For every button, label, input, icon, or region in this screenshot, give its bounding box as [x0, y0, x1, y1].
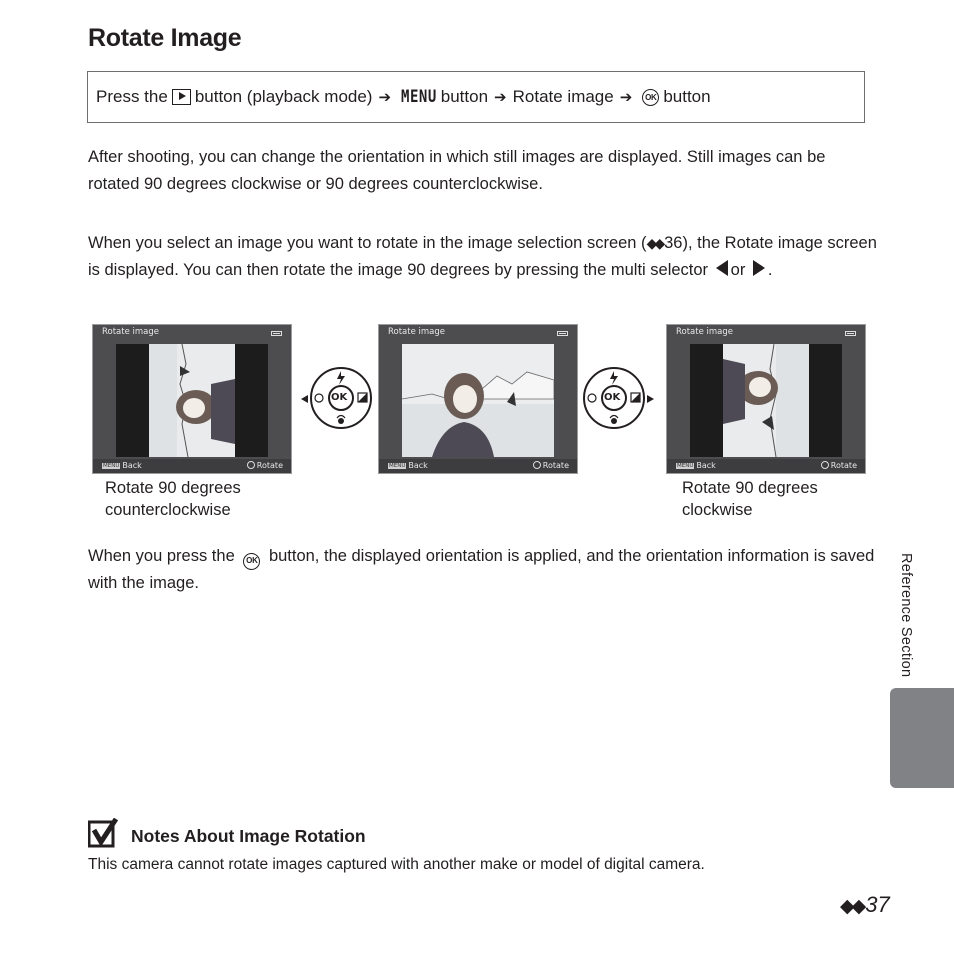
select-post-text: ), the Rotate image screen is displayed. You can then rotate the image 90 degrees by pressing the multi selector [88, 234, 877, 279]
dial-ok-label: OK [604, 392, 621, 403]
back-hint [102, 461, 142, 470]
dial-left-arrow-wrap [301, 395, 308, 403]
arrow-right-icon: ➔ [494, 89, 507, 106]
caption-ccw-line1: Rotate 90 degrees [105, 479, 241, 497]
multi-selector-right-icon [753, 260, 765, 276]
multi-selector-mini-icon [533, 461, 541, 469]
playback-button-icon [172, 89, 191, 105]
reference-page-number: 36 [664, 234, 683, 252]
battery-icon [845, 331, 856, 336]
dial-left-arrow-icon [301, 395, 308, 403]
arrow-right-icon: ➔ [619, 89, 633, 106]
rotate-label: Rotate [830, 461, 857, 470]
section-tab [890, 688, 954, 788]
dial-ok-label: OK [331, 392, 348, 403]
multi-selector-mini-icon [247, 461, 255, 469]
nav-playback-text: button (playback mode) [194, 87, 373, 106]
or-text: or [730, 260, 746, 279]
back-label: Back [408, 461, 428, 470]
screen-original [378, 324, 578, 474]
rotate-label: Rotate [542, 461, 569, 470]
page-number-value: 37 [865, 892, 890, 917]
reference-section-icon: ◆◆ [840, 896, 864, 917]
screen-header: Rotate image [676, 327, 734, 337]
nav-menu-text: button [440, 87, 489, 106]
intro-paragraph: After shooting, you can change the orientation in which still images are displayed. Still images can be rotated 90 degrees clockwise or 90 degrees counterclockwise. [88, 148, 826, 193]
original-photo [402, 344, 554, 457]
multi-selector-dial-icon [582, 366, 646, 430]
menu-mini-icon: MENU [389, 463, 406, 469]
apply-paragraph [88, 543, 878, 596]
caption-cw-line1: Rotate 90 degrees [682, 479, 818, 497]
screen-footer [93, 459, 291, 473]
ok-button-icon: OK [243, 553, 260, 570]
back-label: Back [122, 461, 142, 470]
rotate-hint [533, 461, 569, 470]
dial-right-arrow-wrap [647, 395, 654, 403]
multi-selector-left-icon [716, 260, 728, 276]
page-title: Rotate Image [88, 24, 242, 52]
rotated-photo-ccw [116, 344, 268, 457]
rotate-label: Rotate [256, 461, 283, 470]
screen-footer [667, 459, 865, 473]
caption-cw [682, 477, 818, 521]
select-pre-text: When you select an image you want to rotate in the image selection screen ( [88, 234, 647, 252]
period-text: . [767, 260, 773, 279]
select-paragraph [88, 230, 878, 283]
multi-selector-dial-icon [309, 366, 373, 430]
rotate-hint [247, 461, 283, 470]
menu-path-box [87, 71, 865, 123]
nav-rotate-image: Rotate image [512, 87, 614, 106]
nav-press-the: Press the [96, 87, 168, 106]
screen-header: Rotate image [388, 327, 446, 337]
rotated-photo-cw [690, 344, 842, 457]
page-number [840, 892, 890, 918]
section-side-label: Reference Section [898, 553, 914, 678]
menu-mini-icon: MENU [677, 463, 694, 469]
dial-right-arrow-icon [647, 395, 654, 403]
apply-pre-text: When you press the [88, 547, 235, 565]
reference-page-icon: ◆◆ [646, 235, 663, 251]
screen-cw [666, 324, 866, 474]
apply-post-text: button, the displayed orientation is applied, and the orientation information is saved with the image. [88, 547, 875, 592]
multi-selector-mini-icon [821, 461, 829, 469]
screen-footer [379, 459, 577, 473]
menu-button-icon: MENU [401, 87, 437, 107]
screen-header: Rotate image [102, 327, 160, 337]
notes-text: This camera cannot rotate images captured with another make or model of digital camera. [88, 856, 705, 873]
caption-ccw-line2: counterclockwise [105, 501, 231, 519]
caption-ccw [105, 477, 241, 521]
screen-ccw [92, 324, 292, 474]
battery-icon [271, 331, 282, 336]
notes-title: Notes About Image Rotation [131, 826, 366, 846]
caption-cw-line2: clockwise [682, 501, 753, 519]
nav-ok-text: button [663, 87, 711, 106]
back-hint [388, 461, 428, 470]
back-label: Back [696, 461, 716, 470]
back-hint [676, 461, 716, 470]
battery-icon [557, 331, 568, 336]
menu-mini-icon: MENU [103, 463, 120, 469]
ok-button-icon: OK [642, 89, 659, 106]
rotate-hint [821, 461, 857, 470]
checkmark-note-icon [88, 818, 118, 853]
arrow-right-icon: ➔ [378, 89, 392, 106]
